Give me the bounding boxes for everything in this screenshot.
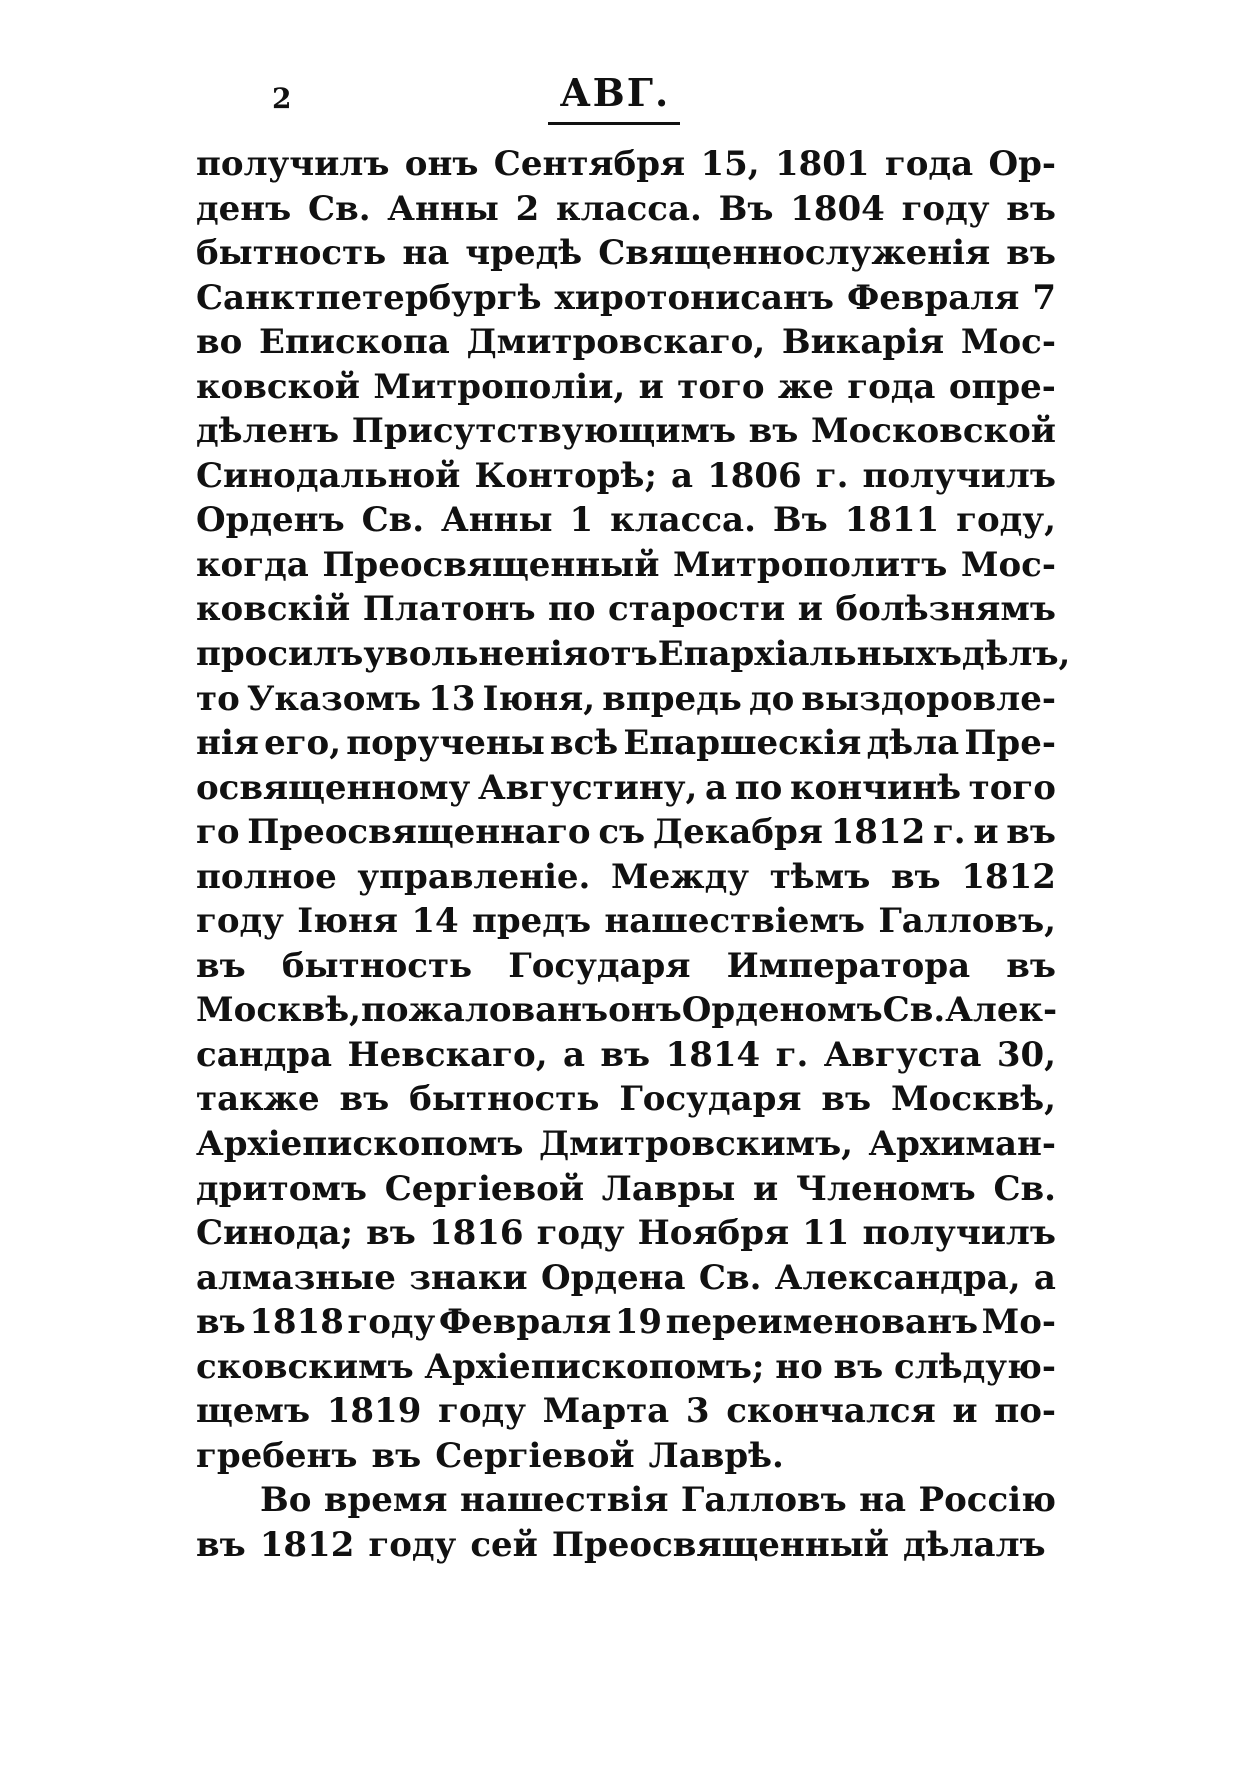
body-text	[196, 142, 1071, 1568]
header-rule	[548, 122, 680, 125]
text-line: то Указомъ 13 Іюня, впредь до выздоровле-	[196, 678, 1056, 719]
text-line: получилъ онъ Сентября 15, 1801 года Ор-	[196, 144, 1056, 184]
text-line: нія его, поручены всѣ Епаршескія дѣла Пре-	[196, 723, 1056, 764]
text-line: Архіепископомъ Дмитровскимъ, Архиман-	[196, 1124, 1056, 1165]
text-line: освященному Августину, а по кончинѣ того	[196, 767, 1056, 808]
text-line: дѣленъ Присутствующимъ въ Московской	[196, 411, 1056, 452]
text-line: денъ Св. Анны 2 класса. Въ 1804 году въ	[196, 188, 1056, 229]
page-number: 2	[272, 82, 292, 115]
text-line: Во время нашествія Галловъ на Россію	[260, 1480, 1056, 1521]
text-line: сандра Невскаго, а въ 1814 г. Августа 30,	[196, 1034, 1056, 1075]
text-line: Синодальной Конторѣ; а 1806 г. получилъ	[196, 455, 1056, 496]
text-line: когда Преосвященный Митрополитъ Мос-	[196, 544, 1056, 585]
text-line: полное управленіе. Между тѣмъ въ 1812	[196, 856, 1056, 897]
text-line: ковской Митрополіи, и того же года опре-	[196, 366, 1056, 407]
text-line: дритомъ Сергіевой Лавры и Членомъ Св.	[196, 1168, 1056, 1209]
text-line: го Преосвященнаго съ Декабря 1812 г. и въ	[196, 812, 1056, 853]
text-line: щемъ 1819 году Марта 3 скончался и по-	[196, 1391, 1056, 1432]
text-line: Москвѣ, пожалованъ онъ Орденомъ Св. Алек-	[196, 990, 1058, 1031]
text-line: бытность на чредѣ Священнослуженія въ	[196, 233, 1056, 274]
text-line: алмазные знаки Ордена Св. Александра, а	[196, 1257, 1056, 1298]
text-line: Санктпетербургѣ хиротонисанъ Февраля 7	[196, 277, 1056, 318]
text-line: Орденъ Св. Анны 1 класса. Въ 1811 году,	[196, 500, 1056, 541]
text-line: просилъ увольненія отъ Епархіальныхъ дѣлъ,	[196, 634, 1071, 675]
text-line: въ 1818 году Февраля 19 переименованъ Мо-	[196, 1302, 1056, 1343]
text-line: гребенъ въ Сергіевой Лаврѣ.	[196, 1435, 784, 1476]
text-line: ковскій Платонъ по старости и болѣзнямъ	[196, 589, 1056, 630]
text-line: въ 1812 году сей Преосвященный дѣлалъ	[196, 1524, 1046, 1565]
text-line: сковскимъ Архіепископомъ; но въ слѣдую-	[196, 1346, 1056, 1387]
text-line: году Іюня 14 предъ нашествіемъ Галловъ,	[196, 901, 1056, 942]
running-head: АВГ.	[559, 70, 671, 115]
text-line: также въ бытность Государя въ Москвѣ,	[196, 1079, 1056, 1120]
text-line: въ бытность Государя Императора въ	[196, 945, 1056, 986]
text-line: Синода; въ 1816 году Ноября 11 получилъ	[196, 1213, 1056, 1254]
text-line: во Епископа Дмитровскаго, Викарія Мос-	[196, 322, 1056, 363]
